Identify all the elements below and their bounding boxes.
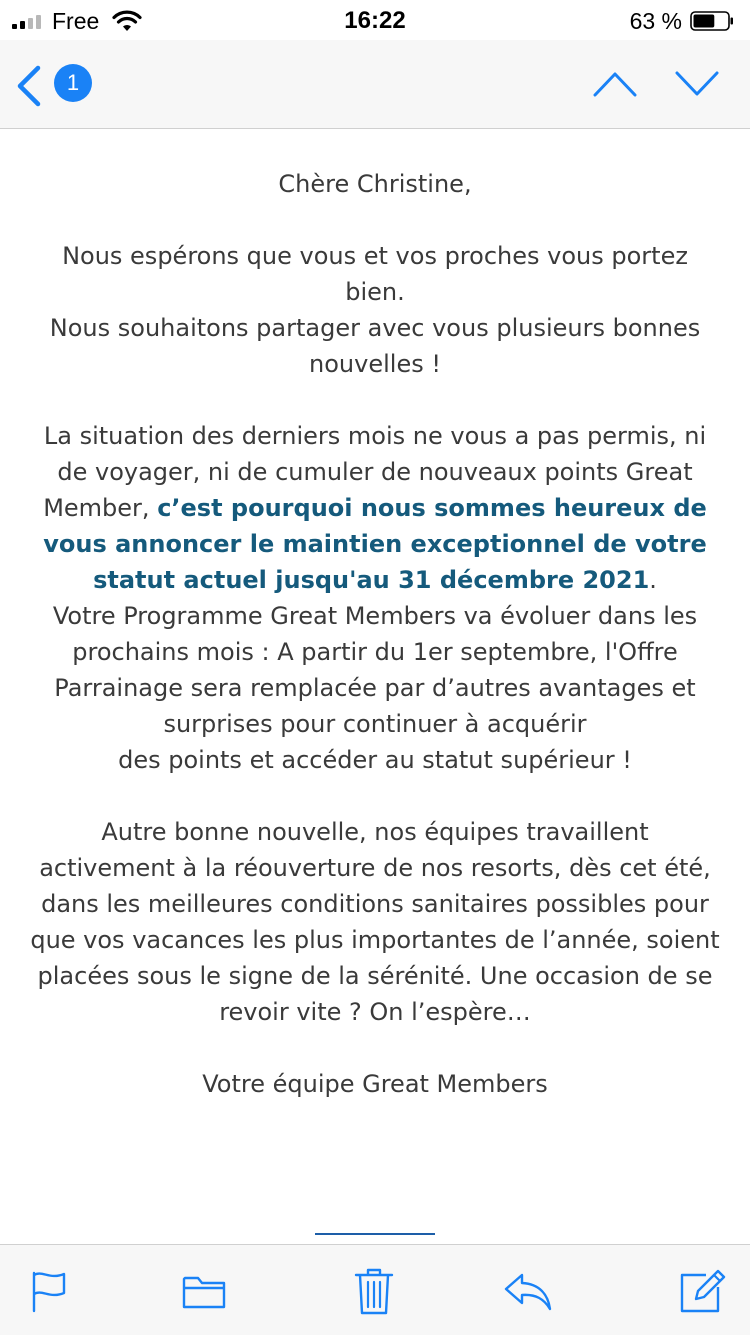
- status-highlight-text: c’est pourquoi nous sommes heureux de vous annoncer le maintien exceptionnel de votre statut actuel jusqu'au 31 décembre 2021: [43, 494, 707, 594]
- status-intro-text: La situation des derniers mois ne vous a pas permis, ni de voyager, ni de cumuler de nouveaux points Great Member,: [43, 422, 707, 522]
- folder-icon: [180, 1267, 228, 1315]
- divider: [315, 1233, 435, 1235]
- paragraph-good-news: Nous souhaitons partager avec vous plusieurs bonnes nouvelles !: [49, 314, 701, 378]
- up-arrow-icon[interactable]: [592, 70, 638, 98]
- navigation-bar: [0, 40, 750, 129]
- email-body: [30, 166, 720, 1102]
- carrier-name: Free: [52, 8, 100, 34]
- compose-button[interactable]: [678, 1267, 726, 1315]
- reply-icon: [502, 1267, 554, 1315]
- back-chevron-icon[interactable]: [14, 64, 44, 108]
- flag-icon: [26, 1267, 74, 1315]
- paragraph-status: [30, 418, 720, 598]
- paragraph-wellbeing: Nous espérons que vous et vos proches vous portez bien.: [62, 242, 688, 306]
- reply-button[interactable]: [502, 1267, 550, 1315]
- paragraph-program-end: des points et accéder au statut supérieur !: [118, 746, 632, 774]
- status-bar: [0, 0, 750, 40]
- status-end-text: .: [649, 566, 657, 594]
- paragraph-resorts: Autre bonne nouvelle, nos équipes travaillent activement à la réouverture de nos resorts, dès cet été, dans les meilleures conditions sanitaires possibles pour que vos vacances les plus importantes de l’année, soient placées sous le signe de la sérénité. Une occasion de se revoir vite ? On l’espère…: [30, 818, 720, 1026]
- clock: 16:22: [344, 7, 406, 34]
- battery-icon: [690, 11, 734, 31]
- delete-button[interactable]: [350, 1267, 398, 1315]
- paragraph-program: Votre Programme Great Members va évoluer dans les prochains mois : A partir du 1er septembre, l'Offre Parrainage sera remplacée par d’autres avantages et surprises pour continuer à acquérir: [52, 602, 698, 738]
- greeting: Chère Christine,: [278, 170, 472, 198]
- down-arrow-icon[interactable]: [674, 70, 720, 98]
- signature: Votre équipe Great Members: [202, 1070, 548, 1098]
- move-to-folder-button[interactable]: [180, 1267, 228, 1315]
- compose-icon: [678, 1267, 726, 1315]
- trash-icon: [350, 1267, 398, 1315]
- unread-count-badge[interactable]: 1: [54, 64, 92, 102]
- flag-button[interactable]: [26, 1267, 74, 1315]
- battery-percentage: 63 %: [629, 8, 682, 34]
- bottom-toolbar: [0, 1244, 750, 1335]
